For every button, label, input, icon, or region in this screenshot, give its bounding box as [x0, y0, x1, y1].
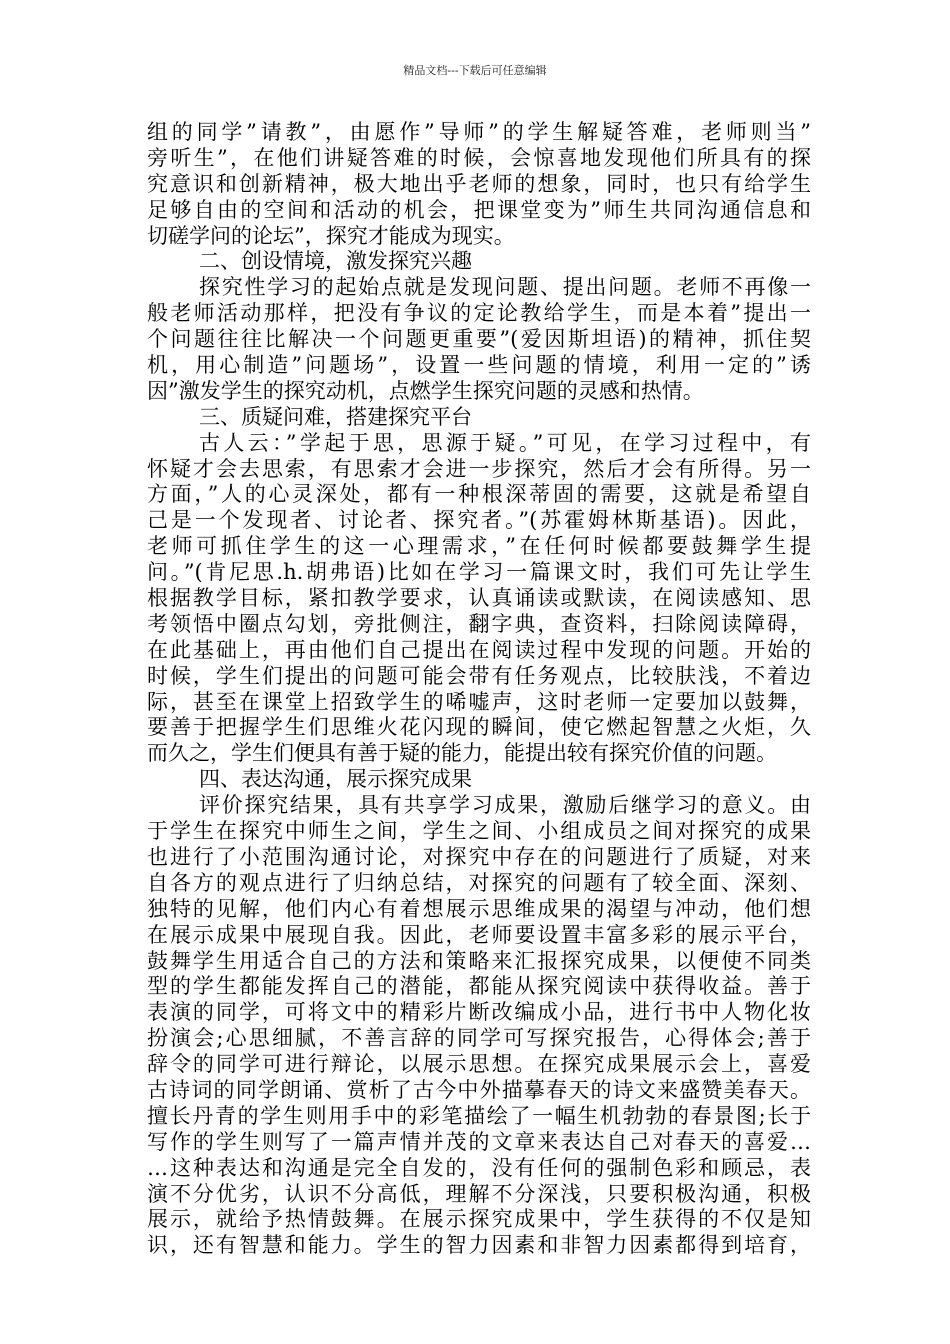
text-line: 际，甚至在课堂上招致学生的唏嘘声，这时老师一定要加以鼓舞，: [147, 689, 811, 714]
text-line: 表演的同学，可将文中的精彩片断改编成小品，进行书中人物化妆: [147, 1000, 811, 1025]
text-line: 时候，学生们提出的问题可能会带有任务观点，比较肤浅，不着边: [147, 663, 811, 688]
text-line: 老师可抓住学生的这一心理需求，”在任何时候都要鼓舞学生提: [147, 534, 811, 559]
text-line: …这种表达和沟通是完全自发的，没有任何的强制色彩和顾忌，表: [147, 1155, 811, 1180]
text-line: 问。”(肯尼思.h.胡弗语)比如在学习一篇课文时，我们可先让学生: [147, 560, 811, 585]
text-line: 古诗词的同学朗诵、赏析了古今中外描摹春天的诗文来盛赞美春天。: [147, 1077, 811, 1102]
text-line: 古人云：”学起于思，思源于疑。”可见，在学习过程中，有: [199, 430, 811, 455]
text-line: 展示，就给予热情鼓舞。在展示探究成果中，学生获得的不仅是知: [147, 1207, 811, 1232]
text-line: 评价探究结果，具有共享学习成果，激励后继学习的意义。由: [199, 793, 811, 818]
text-line: 扮演会;心思细腻，不善言辞的同学可写探究报告，心得体会;善于: [147, 1026, 811, 1051]
text-line: 方面，”人的心灵深处，都有一种根深蒂固的需要，这就是希望自: [147, 482, 811, 507]
text-line: 根据教学目标，紧扣教学要求，认真诵读或默读，在阅读感知、思: [147, 586, 811, 611]
text-line: 究意识和创新精神，极大地出乎老师的想象，同时，也只有给学生: [147, 171, 811, 196]
text-line: 在此基础上，再由他们自己提出在阅读过程中发现的问题。开始的: [147, 637, 811, 662]
text-line: 也进行了小范围沟通讨论，对探究中存在的问题进行了质疑，对来: [147, 844, 811, 869]
text-line: 旁听生”，在他们讲疑答难的时候，会惊喜地发现他们所具有的探: [147, 145, 811, 170]
text-line: 般老师活动那样，把没有争议的定论教给学生，而是本着”提出一: [147, 301, 811, 326]
text-line: 独特的见解，他们内心有着想展示思维成果的渴望与冲动，他们想: [147, 896, 811, 921]
text-line: 足够自由的空间和活动的机会，把课堂变为”师生共同沟通信息和: [147, 197, 811, 222]
text-line: 于学生在探究中师生之间，学生之间、小组成员之间对探究的成果: [147, 819, 811, 844]
text-line: 在展示成果中展现自我。因此，老师要设置丰富多彩的展示平台，: [147, 922, 811, 947]
text-line: 演不分优劣，认识不分高低，理解不分深浅，只要积极沟通，积极: [147, 1181, 811, 1206]
text-line: 而久之，学生们便具有善于疑的能力，能提出较有探究价值的问题。: [147, 741, 777, 766]
text-line: 怀疑才会去思索，有思索才会进一步探究，然后才会有所得。另一: [147, 456, 811, 481]
text-line: 要善于把握学生们思维火花闪现的瞬间，使它燃起智慧之火炬，久: [147, 715, 811, 740]
text-line: 切磋学问的论坛”，探究才能成为现实。: [147, 223, 515, 248]
section-heading: 三、质疑问难，搭建探究平台: [199, 404, 472, 429]
text-line: 写作的学生则写了一篇声情并茂的文章来表达自己对春天的喜爱…: [147, 1129, 811, 1154]
text-line: 识，还有智慧和能力。学生的智力因素和非智力因素都得到培育，: [147, 1233, 811, 1258]
text-line: 个问题往往比解决一个问题更重要”(爱因斯坦语)的精神，抓住契: [147, 327, 811, 352]
text-line: 型的学生都能发挥自己的潜能，都能从探究阅读中获得收益。善于: [147, 974, 811, 999]
document-body: [147, 120, 811, 1259]
section-heading: 二、创设情境，激发探究兴趣: [199, 249, 472, 274]
text-line: 考领悟中圈点勾划，旁批侧注，翻字典，查资料，扫除阅读障碍，: [147, 611, 811, 636]
page-header: 精品文档---下载后可任意编辑: [403, 64, 547, 77]
text-line: 探究性学习的起始点就是发现问题、提出问题。老师不再像一: [199, 275, 811, 300]
text-line: 辞令的同学可进行辩论，以展示思想。在探究成果展示会上，喜爱: [147, 1052, 811, 1077]
text-line: 自各方的观点进行了归纳总结，对探究的问题有了较全面、深刻、: [147, 870, 811, 895]
text-line: 因”激发学生的探究动机，点燃学生探究问题的灵感和热情。: [147, 378, 704, 403]
text-line: 机，用心制造”问题场”，设置一些问题的情境，利用一定的”诱: [147, 353, 811, 378]
text-line: 擅长丹青的学生则用手中的彩笔描绘了一幅生机勃勃的春景图;长于: [147, 1103, 811, 1128]
text-line: 己是一个发现者、讨论者、探究者。”(苏霍姆林斯基语)。因此，: [147, 508, 811, 533]
section-heading: 四、表达沟通，展示探究成果: [199, 767, 472, 792]
text-line: 鼓舞学生用适合自己的方法和策略来汇报探究成果，以便使不同类: [147, 948, 811, 973]
text-line: 组的同学”请教”，由愿作”导师”的学生解疑答难，老师则当”: [147, 120, 811, 144]
